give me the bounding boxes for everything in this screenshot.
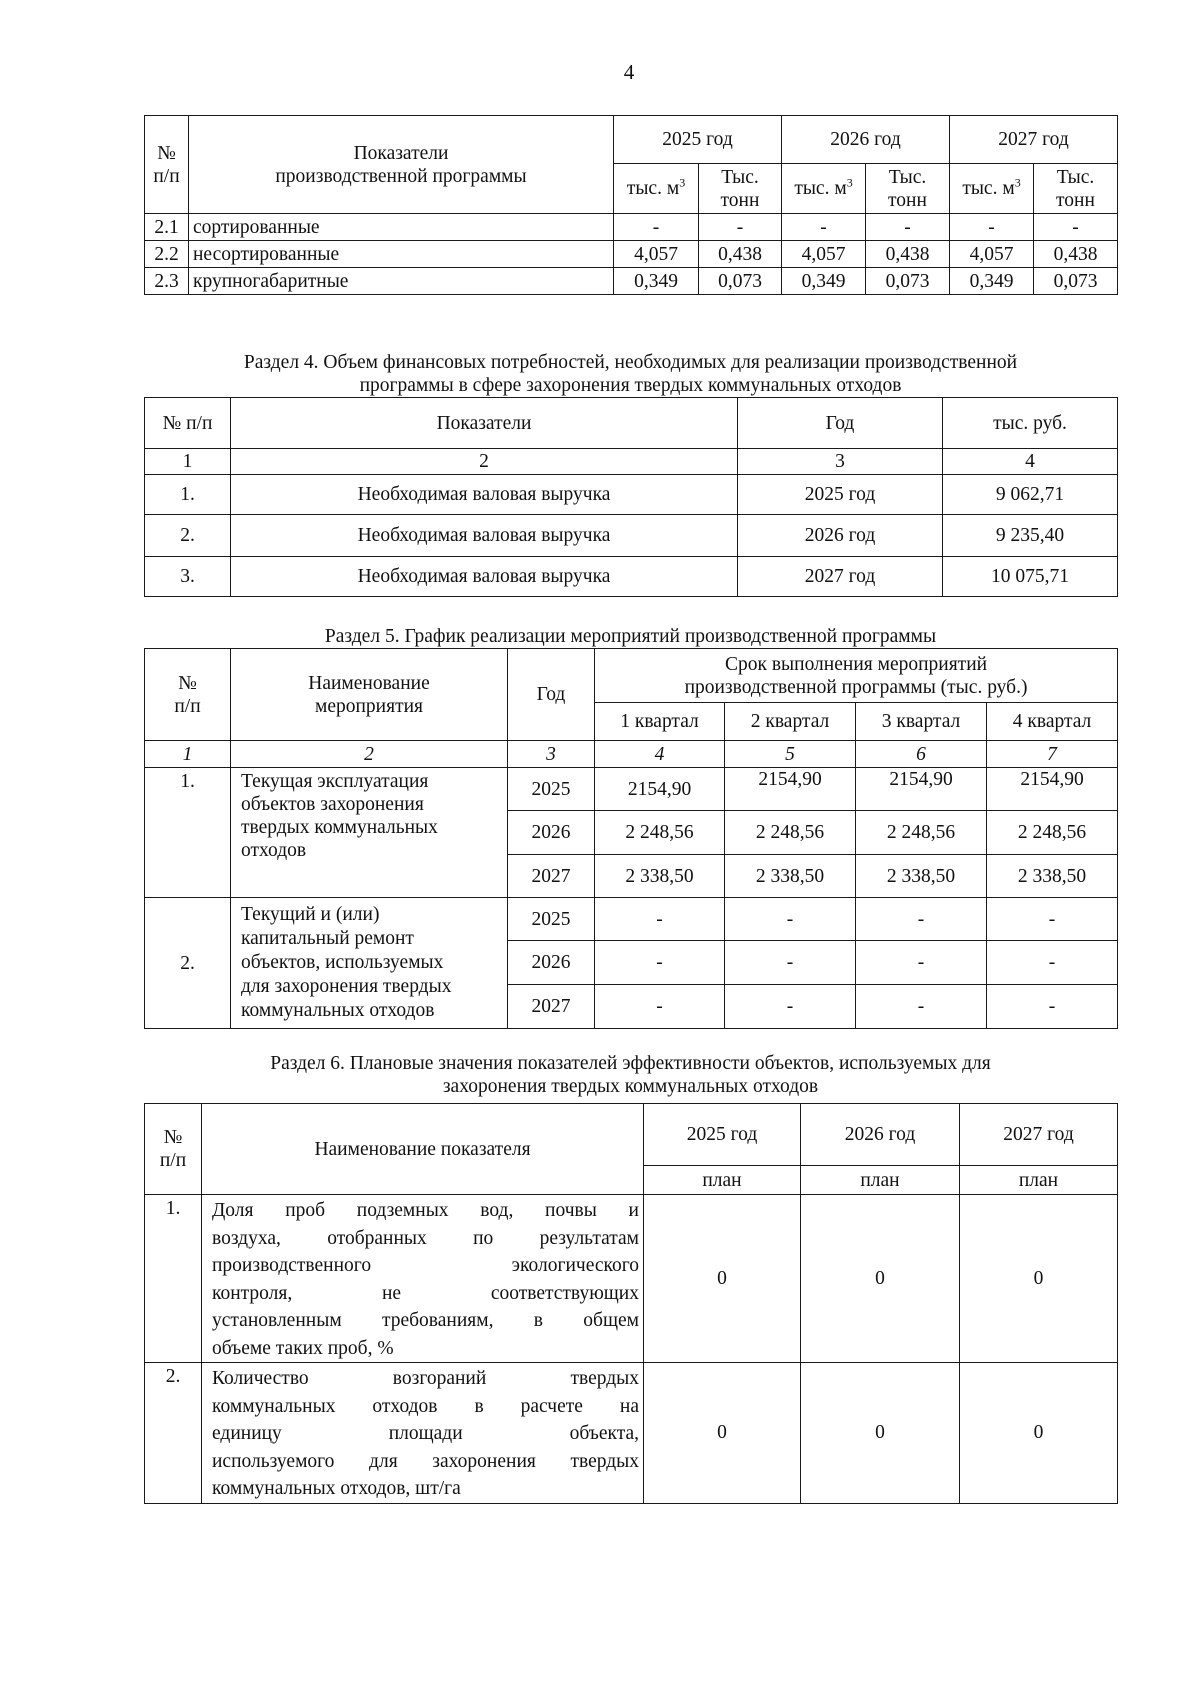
header-num: № п/п: [145, 116, 189, 214]
cell-value: 0,438: [1034, 241, 1118, 268]
row-year: 2026: [508, 941, 595, 985]
cell-value: -: [950, 214, 1034, 241]
cell-value: 2154,90: [987, 768, 1118, 811]
header-plan: план: [960, 1166, 1118, 1195]
unit-m3: тыс. $м^3$: [950, 164, 1034, 214]
header-year-2025: 2025 год: [644, 1104, 801, 1166]
cell-value: -: [725, 985, 856, 1029]
unit-m3: тыс. $м^3$: [782, 164, 866, 214]
cell-value: -: [595, 898, 725, 941]
row-num: 1.: [145, 475, 231, 515]
column-number: 1: [145, 449, 231, 475]
cell-value: -: [782, 214, 866, 241]
section6-title: [144, 1052, 1117, 1098]
row-name: Количество возгораний твердых коммунальных отходов в расчете на единицу площади объекта, используемого для захоронения твердых коммунальных отходов, шт/га: [202, 1363, 644, 1504]
row-name: несортированные: [189, 241, 614, 268]
row-year: 2025 год: [738, 475, 943, 515]
row-year: 2026 год: [738, 515, 943, 557]
activity-num: 2.: [145, 898, 231, 1029]
cell-value: -: [699, 214, 782, 241]
header-quarter-1: 1 квартал: [595, 703, 725, 741]
header-year-2025: 2025 год: [614, 116, 782, 164]
section4-title-line2: программы в сфере захоронения твердых коммунальных отходов: [359, 375, 902, 396]
header-activity-name: Наименование мероприятия: [231, 649, 508, 741]
cell-value: -: [856, 898, 987, 941]
unit-tons: Тыс. тонн: [866, 164, 950, 214]
cell-value: 0: [960, 1363, 1118, 1504]
cell-value: 2 248,56: [856, 811, 987, 855]
header-plan: план: [801, 1166, 960, 1195]
table-row: [145, 768, 1118, 811]
section4-table: [144, 397, 1118, 597]
table-row: [145, 1195, 1118, 1363]
column-number: 2: [231, 449, 738, 475]
row-year: 2025: [508, 768, 595, 811]
cell-value: -: [725, 898, 856, 941]
cell-value: 2154,90: [595, 768, 725, 811]
header-year-2026: 2026 год: [801, 1104, 960, 1166]
section5-table: [144, 648, 1118, 1029]
row-year: 2027: [508, 985, 595, 1029]
cell-value: 0: [801, 1363, 960, 1504]
column-number: 1: [145, 741, 231, 768]
table-row: [145, 898, 1118, 941]
row-year: 2025: [508, 898, 595, 941]
row-value: 9 062,71: [943, 475, 1118, 515]
cell-value: 2 248,56: [987, 811, 1118, 855]
cell-value: 0,073: [866, 268, 950, 295]
row-num: 2.3: [145, 268, 189, 295]
cell-value: -: [866, 214, 950, 241]
header-year-2027: 2027 год: [950, 116, 1118, 164]
activity-name: Текущий и (или) капитальный ремонт объектов, используемых для захоронения твердых коммунальных отходов: [231, 898, 508, 1029]
row-num: 2.: [145, 1363, 202, 1504]
cell-value: -: [595, 941, 725, 985]
header-amount: тыс. руб.: [943, 398, 1118, 449]
cell-value: -: [614, 214, 699, 241]
cell-value: -: [725, 941, 856, 985]
header-year-2027: 2027 год: [960, 1104, 1118, 1166]
table-row: [145, 515, 1118, 557]
cell-value: 0: [801, 1195, 960, 1363]
row-name: Необходимая валовая выручка: [231, 475, 738, 515]
header-indicator: Показатели производственной программы: [189, 116, 614, 214]
cell-value: 4,057: [782, 241, 866, 268]
header-num: № п/п: [145, 1104, 202, 1195]
row-num: 2.: [145, 515, 231, 557]
column-number: 6: [856, 741, 987, 768]
cell-value: 2 338,50: [856, 855, 987, 898]
header-plan: план: [644, 1166, 801, 1195]
unit-m3: тыс. $м^3$: [614, 164, 699, 214]
section6-title-line2: захоронения твердых коммунальных отходов: [442, 1076, 819, 1097]
cell-value: 0: [644, 1363, 801, 1504]
cell-value: 0: [960, 1195, 1118, 1363]
section6-table: [144, 1103, 1118, 1504]
row-name: сортированные: [189, 214, 614, 241]
cell-value: 0: [644, 1195, 801, 1363]
table-row: [145, 241, 1118, 268]
header-year: Год: [508, 649, 595, 741]
cell-value: 0,438: [866, 241, 950, 268]
cell-value: -: [987, 985, 1118, 1029]
row-year: 2027 год: [738, 557, 943, 597]
cell-value: 4,057: [950, 241, 1034, 268]
cell-value: 2 338,50: [595, 855, 725, 898]
unit-tons: Тыс. тонн: [699, 164, 782, 214]
row-num: 3.: [145, 557, 231, 597]
header-indicator-name: Наименование показателя: [202, 1104, 644, 1195]
row-name: Необходимая валовая выручка: [231, 515, 738, 557]
section4-title-line1: Раздел 4. Объем финансовых потребностей, необходимых для реализации производственной: [243, 352, 1018, 373]
cell-value: 2154,90: [856, 768, 987, 811]
row-value: 9 235,40: [943, 515, 1118, 557]
column-number: 3: [508, 741, 595, 768]
cell-value: 0,349: [782, 268, 866, 295]
header-num: № п/п: [145, 649, 231, 741]
row-num: 1.: [145, 1195, 202, 1363]
row-year: 2026: [508, 811, 595, 855]
cell-value: -: [595, 985, 725, 1029]
table-row: [145, 475, 1118, 515]
row-num: 2.1: [145, 214, 189, 241]
activity-name: Текущая эксплуатация объектов захоронения твердых коммунальных отходов: [231, 768, 508, 898]
header-quarter-2: 2 квартал: [725, 703, 856, 741]
row-name: Необходимая валовая выручка: [231, 557, 738, 597]
cell-value: 0,349: [614, 268, 699, 295]
volume-table: [144, 115, 1118, 295]
cell-value: 0,073: [1034, 268, 1118, 295]
column-number: 2: [231, 741, 508, 768]
table-row: [145, 557, 1118, 597]
table-row: [145, 214, 1118, 241]
header-indicator: Показатели: [231, 398, 738, 449]
column-number: 4: [943, 449, 1118, 475]
cell-value: 2 338,50: [987, 855, 1118, 898]
row-name: крупногабаритные: [189, 268, 614, 295]
activity-num: 1.: [145, 768, 231, 898]
section5-title: Раздел 5. График реализации мероприятий производственной программы: [324, 626, 937, 647]
cell-value: -: [987, 941, 1118, 985]
header-quarter-3: 3 квартал: [856, 703, 987, 741]
header-period: Срок выполнения мероприятий производственной программы (тыс. руб.): [595, 649, 1118, 703]
row-value: 10 075,71: [943, 557, 1118, 597]
cell-value: 4,057: [614, 241, 699, 268]
cell-value: -: [1034, 214, 1118, 241]
cell-value: -: [987, 898, 1118, 941]
cell-value: 0,438: [699, 241, 782, 268]
cell-value: 0,073: [699, 268, 782, 295]
cell-value: -: [856, 985, 987, 1029]
cell-value: 2 248,56: [725, 811, 856, 855]
section6-title-line1: Раздел 6. Плановые значения показателей эффективности объектов, используемых для: [270, 1053, 991, 1074]
cell-value: -: [856, 941, 987, 985]
header-quarter-4: 4 квартал: [987, 703, 1118, 741]
column-number: 4: [595, 741, 725, 768]
header-num: № п/п: [145, 398, 231, 449]
table-row: [145, 268, 1118, 295]
column-number: 5: [725, 741, 856, 768]
row-name: Доля проб подземных вод, почвы и воздуха, отобранных по результатам производственного экологического контроля, не соответствующих установленным требованиям, в общем объеме таких проб, %: [202, 1195, 644, 1363]
row-year: 2027: [508, 855, 595, 898]
cell-value: 0,349: [950, 268, 1034, 295]
column-number: 7: [987, 741, 1118, 768]
header-year: Год: [738, 398, 943, 449]
cell-value: 2 338,50: [725, 855, 856, 898]
cell-value: 2154,90: [725, 768, 856, 811]
row-num: 2.2: [145, 241, 189, 268]
column-number: 3: [738, 449, 943, 475]
table-row: [145, 1363, 1118, 1504]
page-number: 4: [623, 60, 635, 84]
section4-title: [144, 351, 1117, 397]
header-year-2026: 2026 год: [782, 116, 950, 164]
cell-value: 2 248,56: [595, 811, 725, 855]
unit-tons: Тыс. тонн: [1034, 164, 1118, 214]
